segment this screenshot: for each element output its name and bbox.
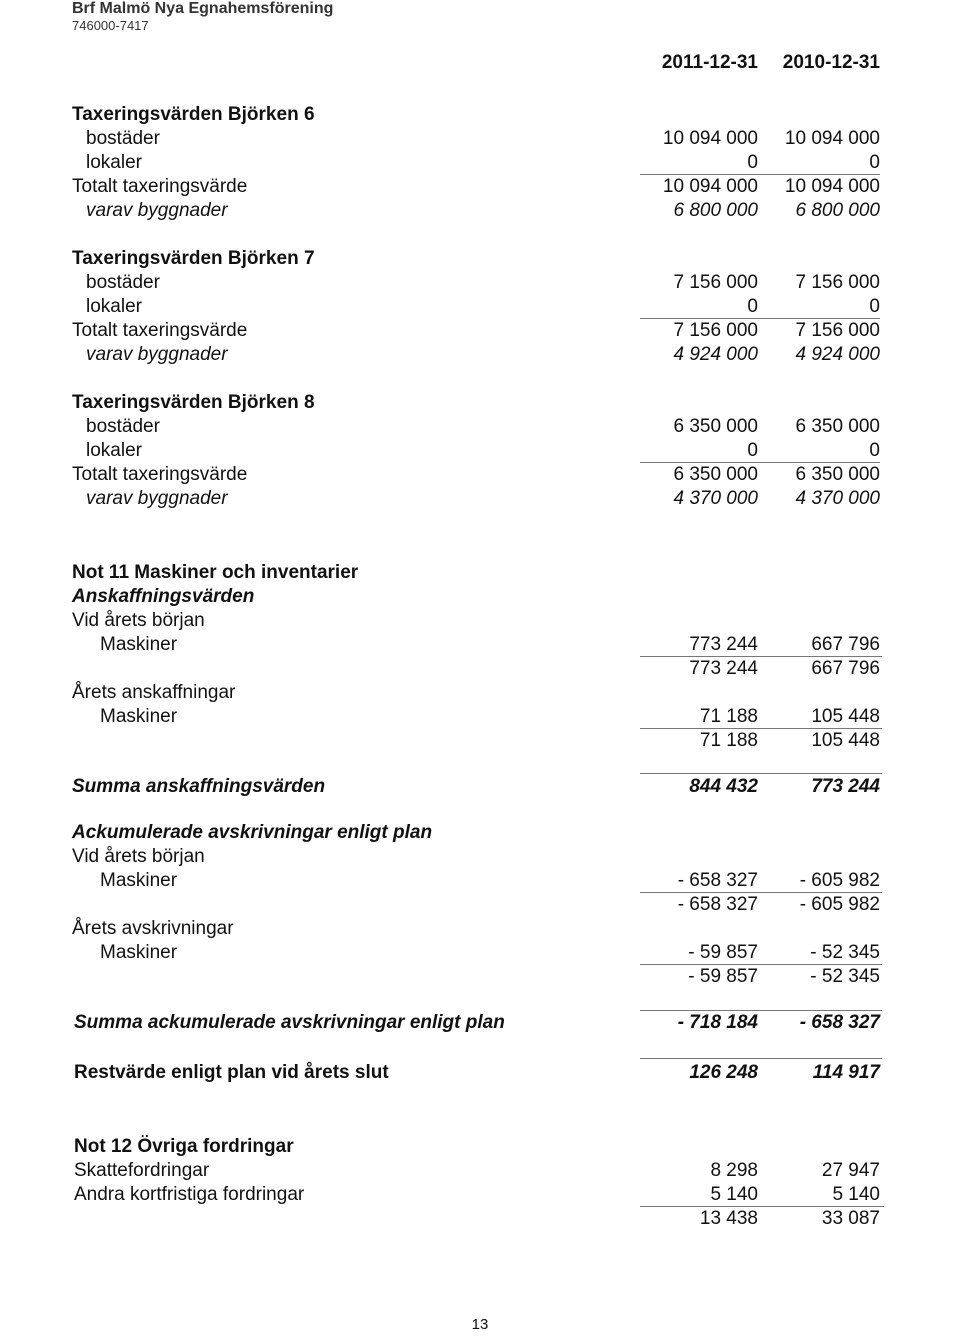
value-2011: 6 350 000 — [673, 464, 758, 485]
value-2010: 4 924 000 — [795, 344, 880, 365]
subtotal-2010: - 52 345 — [810, 966, 880, 987]
value-2010: 0 — [869, 440, 880, 461]
row-label-totalt: Totalt taxeringsvärde — [72, 464, 248, 485]
page-number: 13 — [471, 1316, 489, 1333]
org-name: Brf Malmö Nya Egnahemsförening — [72, 0, 334, 17]
row-label-andra-kortfristiga: Andra kortfristiga fordringar — [74, 1184, 305, 1205]
row-label-varav-byggnader: varav byggnader — [86, 488, 228, 509]
restvarde-2011: 126 248 — [689, 1062, 758, 1083]
row-label-bostader: bostäder — [86, 416, 160, 437]
sum-rule — [640, 964, 882, 965]
sum-rule — [640, 174, 880, 175]
column-header-2011: 2011-12-31 — [661, 52, 758, 73]
value-2011: 4 370 000 — [673, 488, 758, 509]
vid-arets-borjan-label: Vid årets början — [72, 610, 205, 631]
summa-anskaffningsvarden-label: Summa anskaffningsvärden — [72, 776, 326, 797]
subtotal-2011: - 658 327 — [677, 894, 758, 915]
sum-rule — [640, 728, 882, 729]
sum-2010: 33 087 — [821, 1208, 880, 1229]
value-2010: 27 947 — [821, 1160, 880, 1181]
value-2011: 7 156 000 — [673, 320, 758, 341]
section-title-bjorken-6: Taxeringsvärden Björken 6 — [72, 104, 315, 125]
value-2011: 10 094 000 — [662, 128, 758, 149]
value-2010: 6 350 000 — [795, 464, 880, 485]
value-2011: 0 — [747, 296, 758, 317]
anskaffningsvarden-heading: Anskaffningsvärden — [72, 586, 255, 607]
row-label-varav-byggnader: varav byggnader — [86, 344, 228, 365]
sum-rule — [640, 318, 880, 319]
value-2011: 4 924 000 — [673, 344, 758, 365]
summa-anskaffningsvarden-2010: 773 244 — [811, 776, 880, 797]
value-2010: 10 094 000 — [784, 176, 880, 197]
subtotal-2011: - 59 857 — [688, 966, 758, 987]
subtotal-2011: 71 188 — [699, 730, 758, 751]
value-2011: 6 350 000 — [673, 416, 758, 437]
row-label-skattefordringar: Skattefordringar — [74, 1160, 210, 1181]
restvarde-label: Restvärde enligt plan vid årets slut — [74, 1062, 389, 1083]
value-2010: 7 156 000 — [795, 320, 880, 341]
org-number: 746000-7417 — [72, 18, 149, 33]
note-12-title: Not 12 Övriga fordringar — [74, 1136, 294, 1157]
sum-rule — [640, 462, 880, 463]
sum-rule — [640, 1010, 882, 1011]
summa-ackumulerade-label: Summa ackumulerade avskrivningar enligt plan — [74, 1012, 505, 1033]
sum-rule — [640, 892, 882, 893]
arets-anskaffningar-label: Årets anskaffningar — [72, 682, 236, 703]
row-label-varav-byggnader: varav byggnader — [86, 200, 228, 221]
value-2010: 0 — [869, 296, 880, 317]
sum-rule — [640, 1206, 884, 1207]
value-2010: 6 800 000 — [795, 200, 880, 221]
value-2010: 667 796 — [811, 634, 880, 655]
row-label-lokaler: lokaler — [86, 440, 142, 461]
summa-anskaffningsvarden-2011: 844 432 — [689, 776, 758, 797]
subtotal-2010: - 605 982 — [799, 894, 880, 915]
row-label-maskiner: Maskiner — [100, 942, 178, 963]
sum-2011: 13 438 — [699, 1208, 758, 1229]
note-11-title: Not 11 Maskiner och inventarier — [72, 562, 359, 583]
row-label-maskiner: Maskiner — [100, 870, 178, 891]
row-label-lokaler: lokaler — [86, 152, 142, 173]
value-2010: 0 — [869, 152, 880, 173]
row-label-totalt: Totalt taxeringsvärde — [72, 320, 248, 341]
value-2011: 773 244 — [689, 634, 758, 655]
row-label-maskiner: Maskiner — [100, 634, 178, 655]
subtotal-2010: 667 796 — [811, 658, 880, 679]
value-2011: 7 156 000 — [673, 272, 758, 293]
vid-arets-borjan-label: Vid årets början — [72, 846, 205, 867]
value-2010: - 52 345 — [810, 942, 880, 963]
value-2011: 0 — [747, 440, 758, 461]
column-header-2010: 2010-12-31 — [782, 52, 880, 73]
value-2010: 7 156 000 — [795, 272, 880, 293]
sum-rule — [640, 1058, 882, 1059]
value-2011: - 658 327 — [677, 870, 758, 891]
section-title-bjorken-8: Taxeringsvärden Björken 8 — [72, 392, 315, 413]
value-2010: 5 140 — [832, 1184, 880, 1205]
value-2011: 6 800 000 — [673, 200, 758, 221]
section-title-bjorken-7: Taxeringsvärden Björken 7 — [72, 248, 315, 269]
restvarde-2010: 114 917 — [812, 1062, 880, 1083]
value-2010: - 605 982 — [799, 870, 880, 891]
value-2010: 4 370 000 — [795, 488, 880, 509]
value-2011: - 59 857 — [688, 942, 758, 963]
arets-avskrivningar-label: Årets avskrivningar — [72, 918, 234, 939]
subtotal-2010: 105 448 — [811, 730, 880, 751]
row-label-bostader: bostäder — [86, 128, 160, 149]
subtotal-2011: 773 244 — [689, 658, 758, 679]
sum-rule — [640, 656, 882, 657]
row-label-lokaler: lokaler — [86, 296, 142, 317]
value-2010: 105 448 — [811, 706, 880, 727]
row-label-totalt: Totalt taxeringsvärde — [72, 176, 248, 197]
row-label-bostader: bostäder — [86, 272, 160, 293]
value-2010: 10 094 000 — [784, 128, 880, 149]
row-label-maskiner: Maskiner — [100, 706, 178, 727]
summa-ackumulerade-2010: - 658 327 — [799, 1012, 880, 1033]
value-2011: 10 094 000 — [662, 176, 758, 197]
value-2011: 0 — [747, 152, 758, 173]
sum-rule — [640, 773, 882, 774]
summa-ackumulerade-2011: - 718 184 — [677, 1012, 758, 1033]
value-2011: 71 188 — [699, 706, 758, 727]
value-2010: 6 350 000 — [795, 416, 880, 437]
value-2011: 5 140 — [710, 1184, 758, 1205]
ackumulerade-avskrivningar-heading: Ackumulerade avskrivningar enligt plan — [72, 822, 433, 843]
value-2011: 8 298 — [710, 1160, 758, 1181]
